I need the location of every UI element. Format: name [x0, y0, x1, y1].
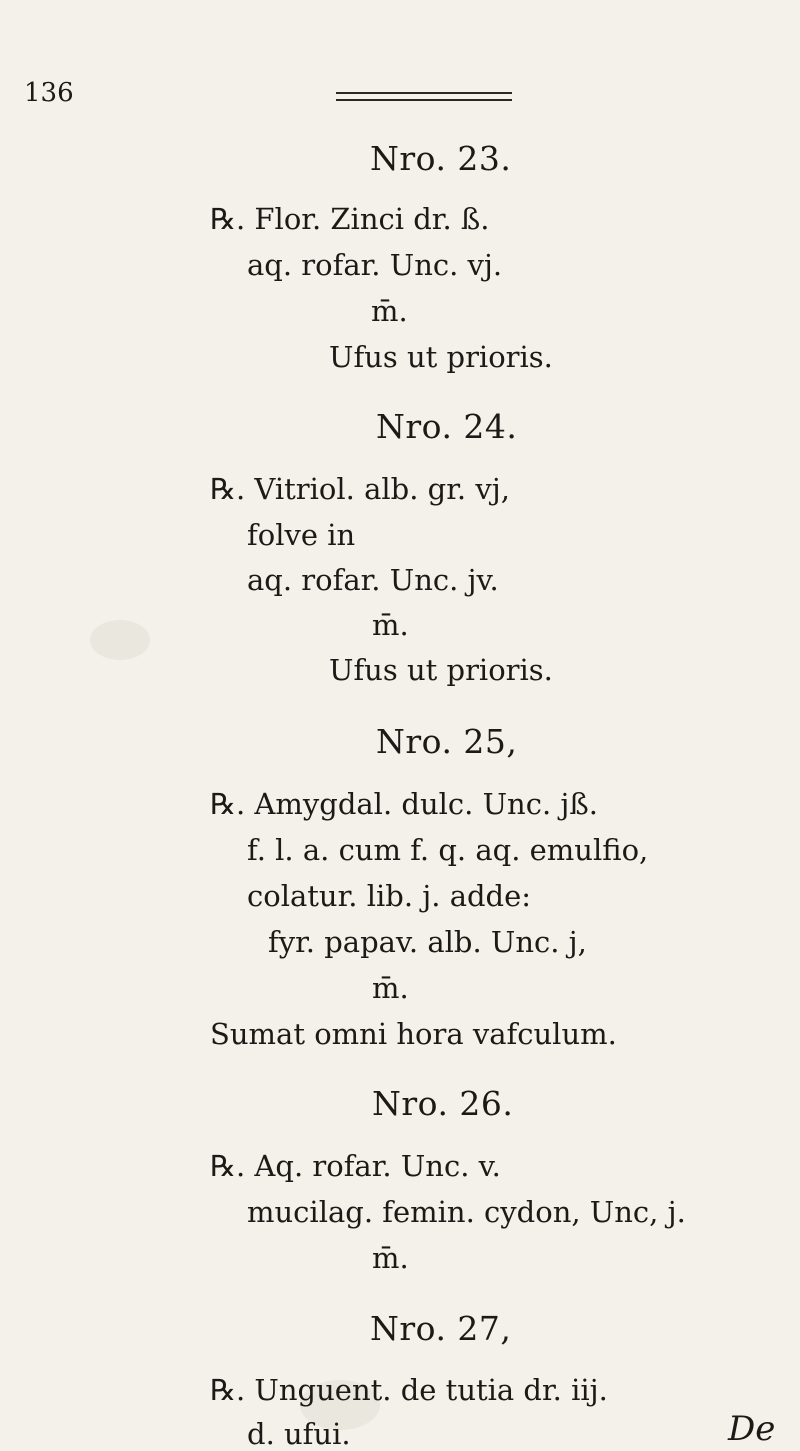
recipe-heading: Nro. 23. — [370, 139, 512, 178]
recipe-line: colatur. lib. j. adde: — [247, 879, 532, 913]
recipe-line: mucilag. femin. cydon, Unc, j. — [247, 1195, 686, 1229]
header-rule — [336, 92, 512, 94]
header-rule — [336, 99, 512, 101]
recipe-line: m̄. — [371, 294, 408, 328]
recipe-line: ℞. Vitriol. alb. gr. vj, — [210, 472, 510, 506]
recipe-line: ℞. Aq. rofar. Unc. v. — [210, 1149, 501, 1183]
recipe-heading: Nro. 24. — [376, 407, 518, 446]
recipe-line: d. ufui. — [247, 1417, 351, 1451]
recipe-line: folve in — [247, 518, 356, 552]
recipe-heading: Nro. 26. — [372, 1084, 514, 1123]
recipe-line: fyr. papav. alb. Unc. j, — [268, 925, 587, 959]
recipe-line: ℞. Flor. Zinci dr. ß. — [210, 202, 490, 236]
recipe-line: Ufus ut prioris. — [329, 340, 553, 374]
recipe-heading: Nro. 25, — [376, 722, 518, 761]
paper-stain — [90, 620, 150, 660]
recipe-line: m̄. — [372, 608, 409, 642]
page-number: 136 — [24, 78, 74, 108]
recipe-line: aq. rofar. Unc. vj. — [247, 248, 503, 282]
recipe-line: aq. rofar. Unc. jv. — [247, 563, 499, 597]
recipe-line: f. l. a. cum f. q. aq. emulfio, — [247, 833, 649, 867]
recipe-line: ℞. Unguent. de tutia dr. iij. — [210, 1373, 608, 1407]
recipe-line: ℞. Amygdal. dulc. Unc. jß. — [210, 787, 598, 821]
catchword: De — [728, 1409, 776, 1449]
recipe-line: m̄. — [372, 1241, 409, 1275]
recipe-line: Ufus ut prioris. — [329, 653, 553, 687]
recipe-heading: Nro. 27, — [370, 1309, 512, 1348]
recipe-line: Sumat omni hora vafculum. — [210, 1017, 617, 1051]
recipe-line: m̄. — [372, 971, 409, 1005]
